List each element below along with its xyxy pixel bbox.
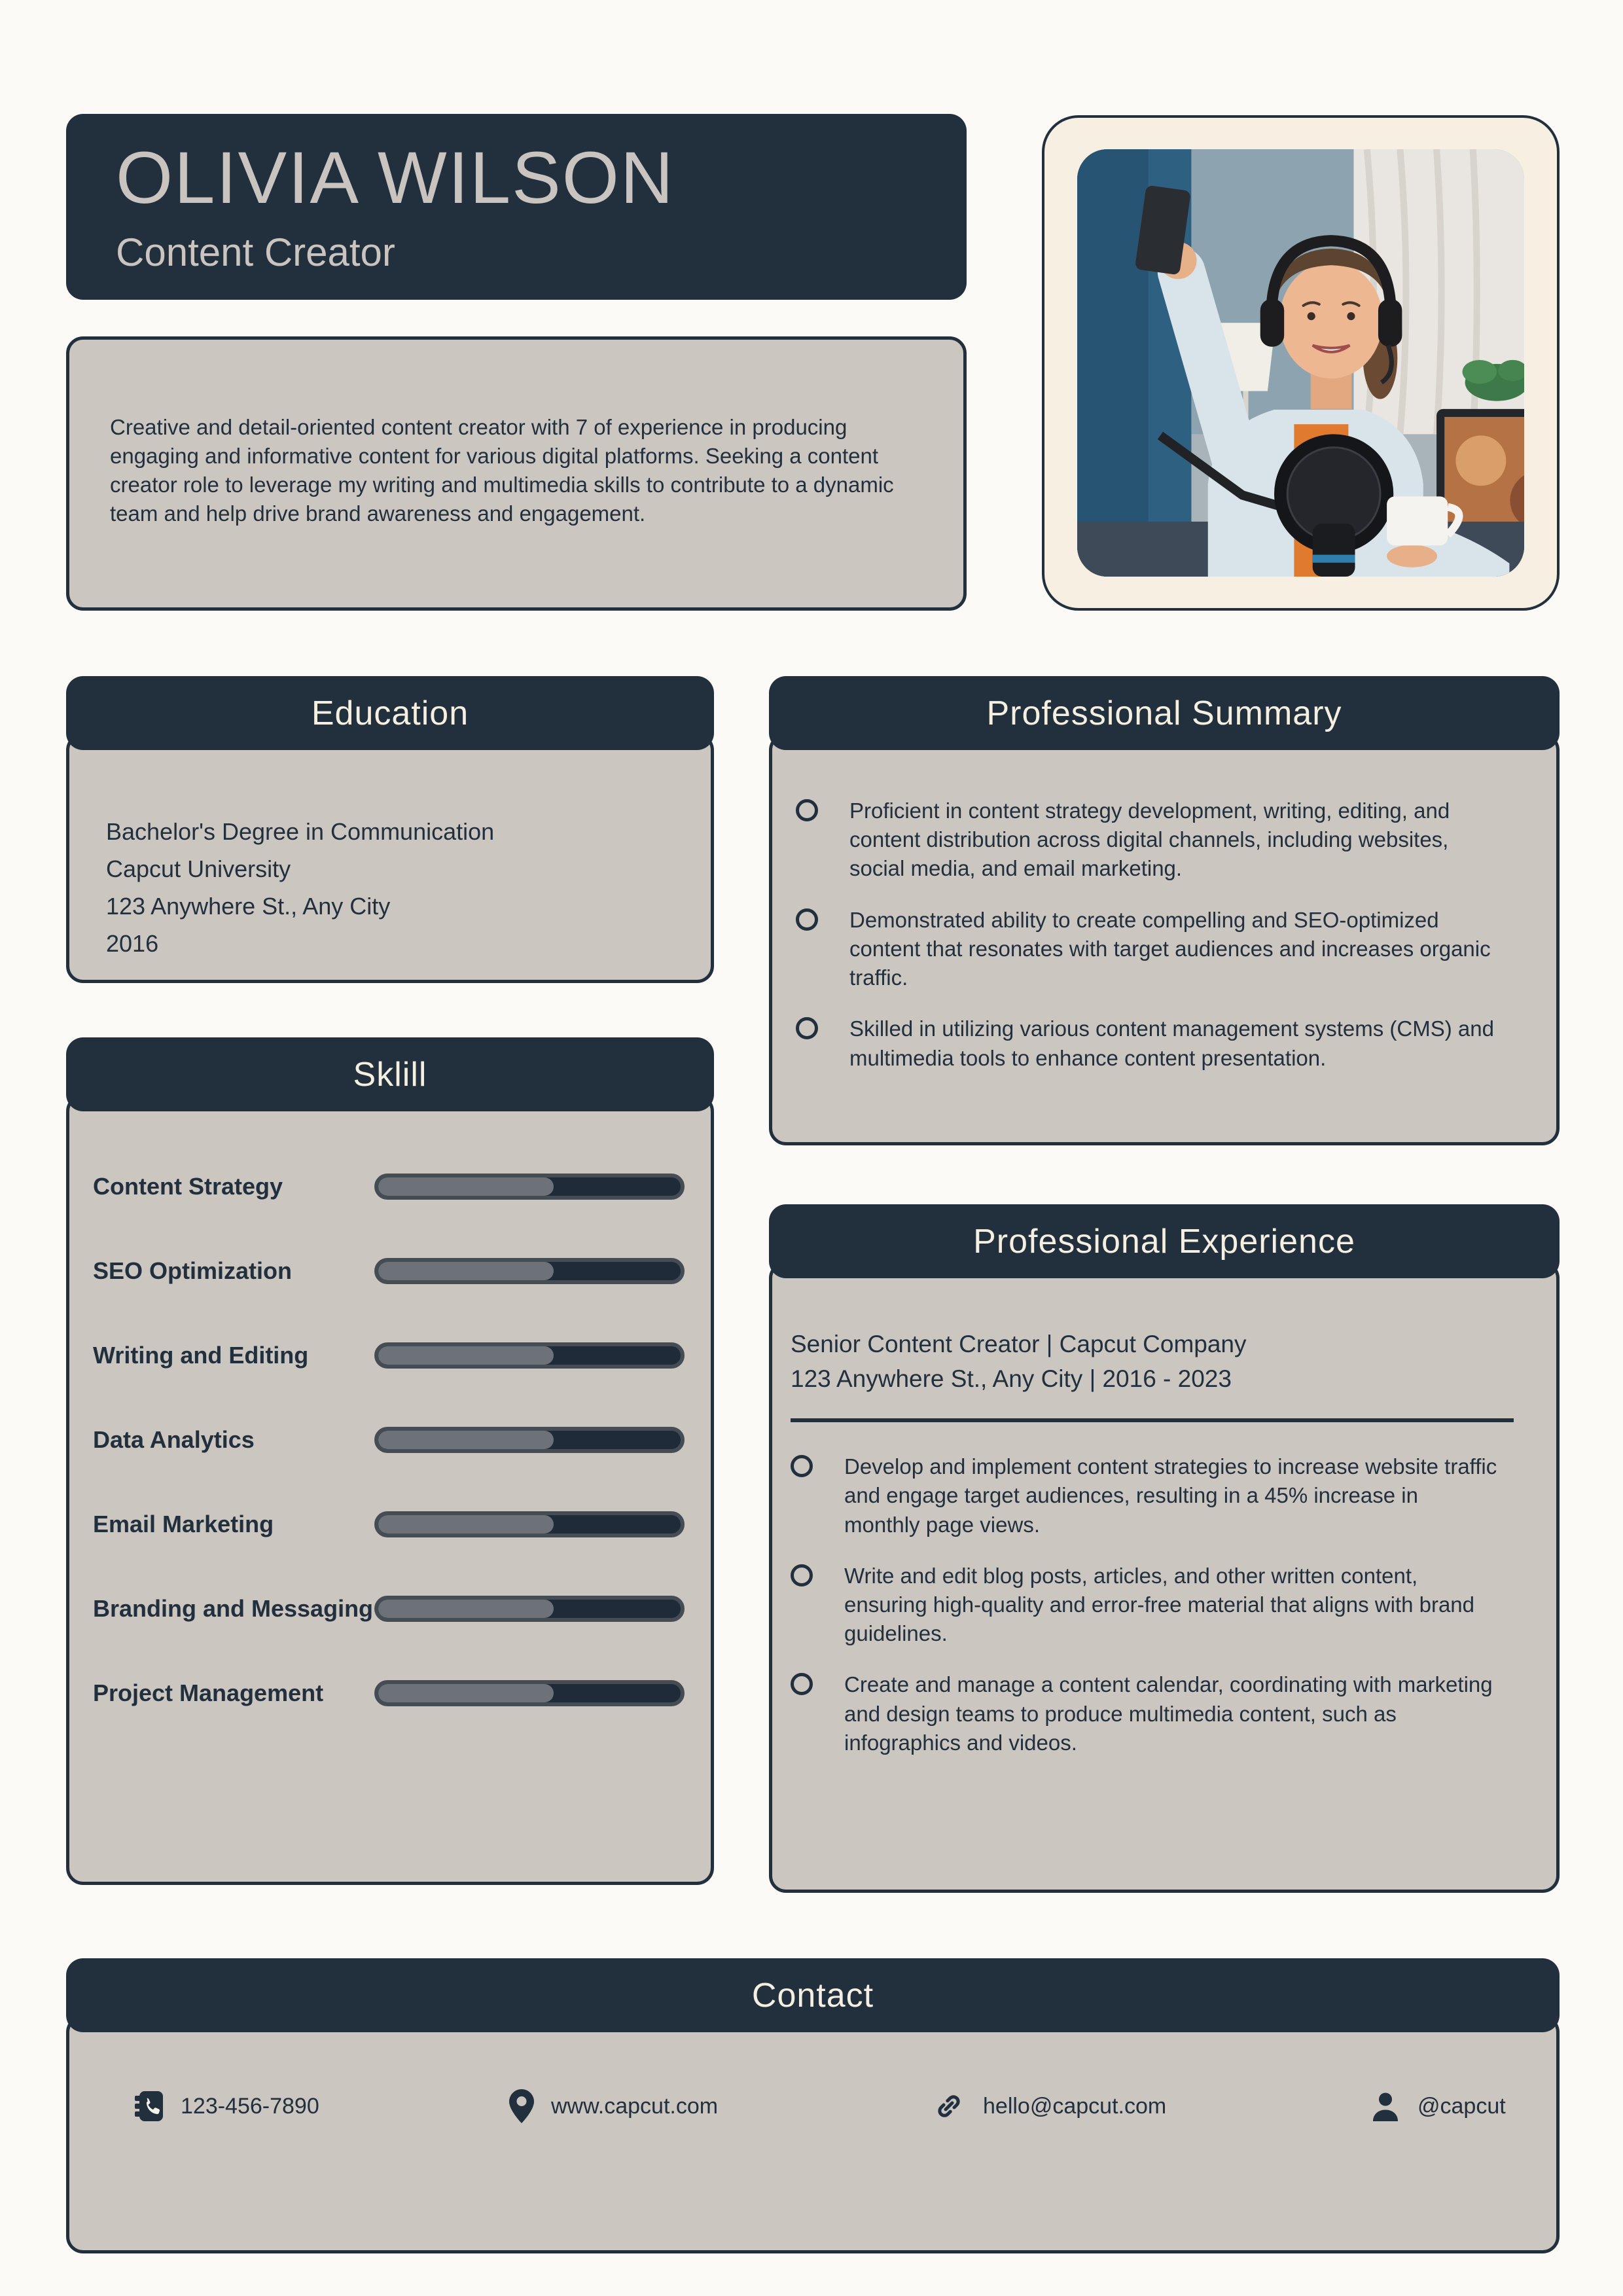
phone-icon [135, 2090, 164, 2122]
profile-photo [1077, 149, 1524, 577]
education-header [66, 676, 714, 750]
education-body [66, 733, 714, 983]
skill-label: SEO Optimization [93, 1257, 293, 1284]
contact-item-social [1370, 2088, 1506, 2125]
skill-row [93, 1427, 685, 1453]
circle-bullet-icon [791, 1673, 813, 1695]
education-year: 2016 [106, 929, 159, 957]
contact-social-handle: @capcut [1418, 2093, 1506, 2119]
skill-progress-fill [378, 1346, 554, 1365]
skills-body [66, 1094, 714, 1885]
experience-header [769, 1204, 1560, 1278]
skill-progress-bar [374, 1511, 685, 1537]
link-icon [932, 2089, 966, 2123]
professional-summary-section [769, 676, 1560, 1145]
education-heading: Education [311, 694, 469, 732]
education-section [66, 676, 714, 983]
skill-progress-fill [378, 1177, 554, 1196]
skill-row [93, 1258, 685, 1284]
skill-row [93, 1680, 685, 1706]
education-school: Capcut University [106, 855, 291, 882]
header [66, 114, 967, 300]
list-item [796, 906, 1537, 993]
professional-summary-heading: Professional Summary [986, 694, 1342, 732]
experience-bullet: Write and edit blog posts, articles, and other written content, ensuring high-quality and error-free material that aligns with brand guidelines. [844, 1563, 1475, 1646]
skills-header [66, 1037, 714, 1111]
skill-progress-fill [378, 1262, 554, 1280]
skill-label: Project Management [93, 1679, 324, 1706]
experience-role-line: Senior Content Creator | Capcut Company [791, 1331, 1247, 1357]
experience-heading: Professional Experience [973, 1222, 1355, 1261]
skill-progress-bar [374, 1680, 685, 1706]
skill-progress-fill [378, 1431, 554, 1449]
experience-bullet: Create and manage a content calendar, coordinating with marketing and design teams to produce multimedia content, such as infographics and videos. [844, 1672, 1493, 1755]
contact-section [66, 1958, 1560, 2253]
contact-item-email [932, 2088, 1166, 2125]
skills-heading: Sklill [353, 1055, 427, 1094]
skills-section [66, 1037, 714, 1885]
person-icon [1370, 2091, 1400, 2121]
professional-summary-bullet: Proficient in content strategy development, writing, editing, and content distribution across digital channels, including websites, social media, and email marketing. [849, 798, 1450, 881]
skill-row [93, 1174, 685, 1200]
contact-header [66, 1958, 1560, 2032]
circle-bullet-icon [796, 908, 818, 931]
skill-progress-bar [374, 1342, 685, 1369]
skill-label: Writing and Editing [93, 1342, 309, 1369]
experience-body [769, 1261, 1560, 1893]
skill-progress-bar [374, 1596, 685, 1622]
contact-item-phone [135, 2088, 319, 2125]
person-name: OLIVIA WILSON [116, 137, 675, 219]
experience-section [769, 1204, 1560, 1893]
circle-bullet-icon [791, 1455, 813, 1477]
contact-website: www.capcut.com [551, 2093, 719, 2119]
skill-progress-fill [378, 1600, 554, 1618]
summary-card [66, 336, 967, 611]
list-item [796, 1014, 1537, 1072]
skill-row [93, 1596, 685, 1622]
list-item [791, 1562, 1527, 1649]
location-icon [509, 2089, 534, 2123]
skill-row [93, 1511, 685, 1537]
circle-bullet-icon [791, 1564, 813, 1587]
skill-progress-bar [374, 1174, 685, 1200]
skill-label: Branding and Messaging [93, 1595, 374, 1622]
skill-progress-bar [374, 1258, 685, 1284]
list-item [796, 797, 1537, 884]
skill-progress-bar [374, 1427, 685, 1453]
list-item [791, 1670, 1527, 1757]
list-item [791, 1452, 1527, 1539]
contact-phone: 123-456-7890 [181, 2093, 319, 2119]
professional-summary-bullet: Demonstrated ability to create compelling and SEO-optimized content that resonates with target audiences and increases organic traffic. [849, 907, 1491, 990]
experience-location-line: 123 Anywhere St., Any City | 2016 - 2023 [791, 1365, 1232, 1392]
contact-item-website [509, 2088, 718, 2125]
skill-row [93, 1342, 685, 1369]
circle-bullet-icon [796, 1017, 818, 1039]
experience-bullet-list [791, 1452, 1527, 1757]
professional-summary-body [769, 733, 1560, 1145]
contact-body [66, 2015, 1560, 2253]
profile-photo-illustration [1077, 149, 1524, 577]
summary-text: Creative and detail-oriented content creator with 7 of experience in producing engaging and informative content for various digital platforms. Seeking a content creator role to leverage my writing and multimedia skills to contribute to a dynamic team and help drive brand awareness and engagement. [110, 415, 894, 526]
skill-progress-fill [378, 1684, 554, 1702]
professional-summary-header [769, 676, 1560, 750]
contact-heading: Contact [751, 1976, 874, 2015]
professional-summary-bullet: Skilled in utilizing various content management systems (CMS) and multimedia tools to enhance content presentation. [849, 1016, 1494, 1070]
divider [791, 1418, 1514, 1422]
contact-email: hello@capcut.com [983, 2093, 1167, 2119]
education-degree: Bachelor's Degree in Communication [106, 818, 495, 845]
circle-bullet-icon [796, 799, 818, 821]
photo-frame [1042, 115, 1560, 611]
skill-label: Email Marketing [93, 1511, 274, 1537]
skill-label: Content Strategy [93, 1173, 283, 1200]
education-address: 123 Anywhere St., Any City [106, 892, 391, 920]
skill-label: Data Analytics [93, 1426, 255, 1453]
person-title: Content Creator [116, 230, 395, 274]
experience-bullet: Develop and implement content strategies to increase website traffic and engage target audiences, resulting in a 45% increase in monthly page views. [844, 1454, 1497, 1537]
skill-progress-fill [378, 1515, 554, 1534]
